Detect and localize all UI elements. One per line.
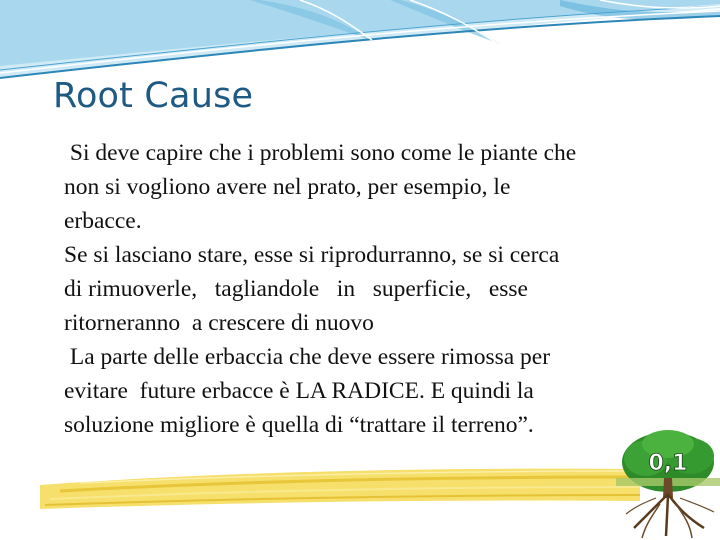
logo-text: 0,1 — [648, 451, 688, 476]
bottom-brush-decoration — [0, 455, 640, 525]
paragraph-1 — [64, 136, 689, 238]
text-line: erbacce. — [64, 208, 142, 234]
text-line: ritorneranno a crescere di nuovo — [64, 310, 374, 336]
text-line: soluzione migliore è quella di “trattare il terreno”. — [64, 412, 534, 438]
text-line: di rimuoverle, tagliandole in superficie, esse — [64, 276, 528, 302]
text-line: Si deve capire che i problemi sono come le piante che — [64, 140, 577, 166]
slide-title: Root Cause — [53, 76, 254, 116]
slide-body — [64, 136, 689, 442]
tree-logo-icon — [616, 428, 720, 540]
paragraph-2 — [64, 238, 689, 340]
text-line: non si vogliono avere nel prato, per esempio, le — [64, 174, 511, 200]
text-line: La parte delle erbaccia che deve essere rimossa per — [64, 344, 551, 370]
paragraph-3 — [64, 340, 689, 442]
text-line: Se si lasciano stare, esse si riprodurranno, se si cerca — [64, 242, 560, 268]
text-line: evitare future erbacce è LA RADICE. E quindi la — [64, 378, 534, 404]
